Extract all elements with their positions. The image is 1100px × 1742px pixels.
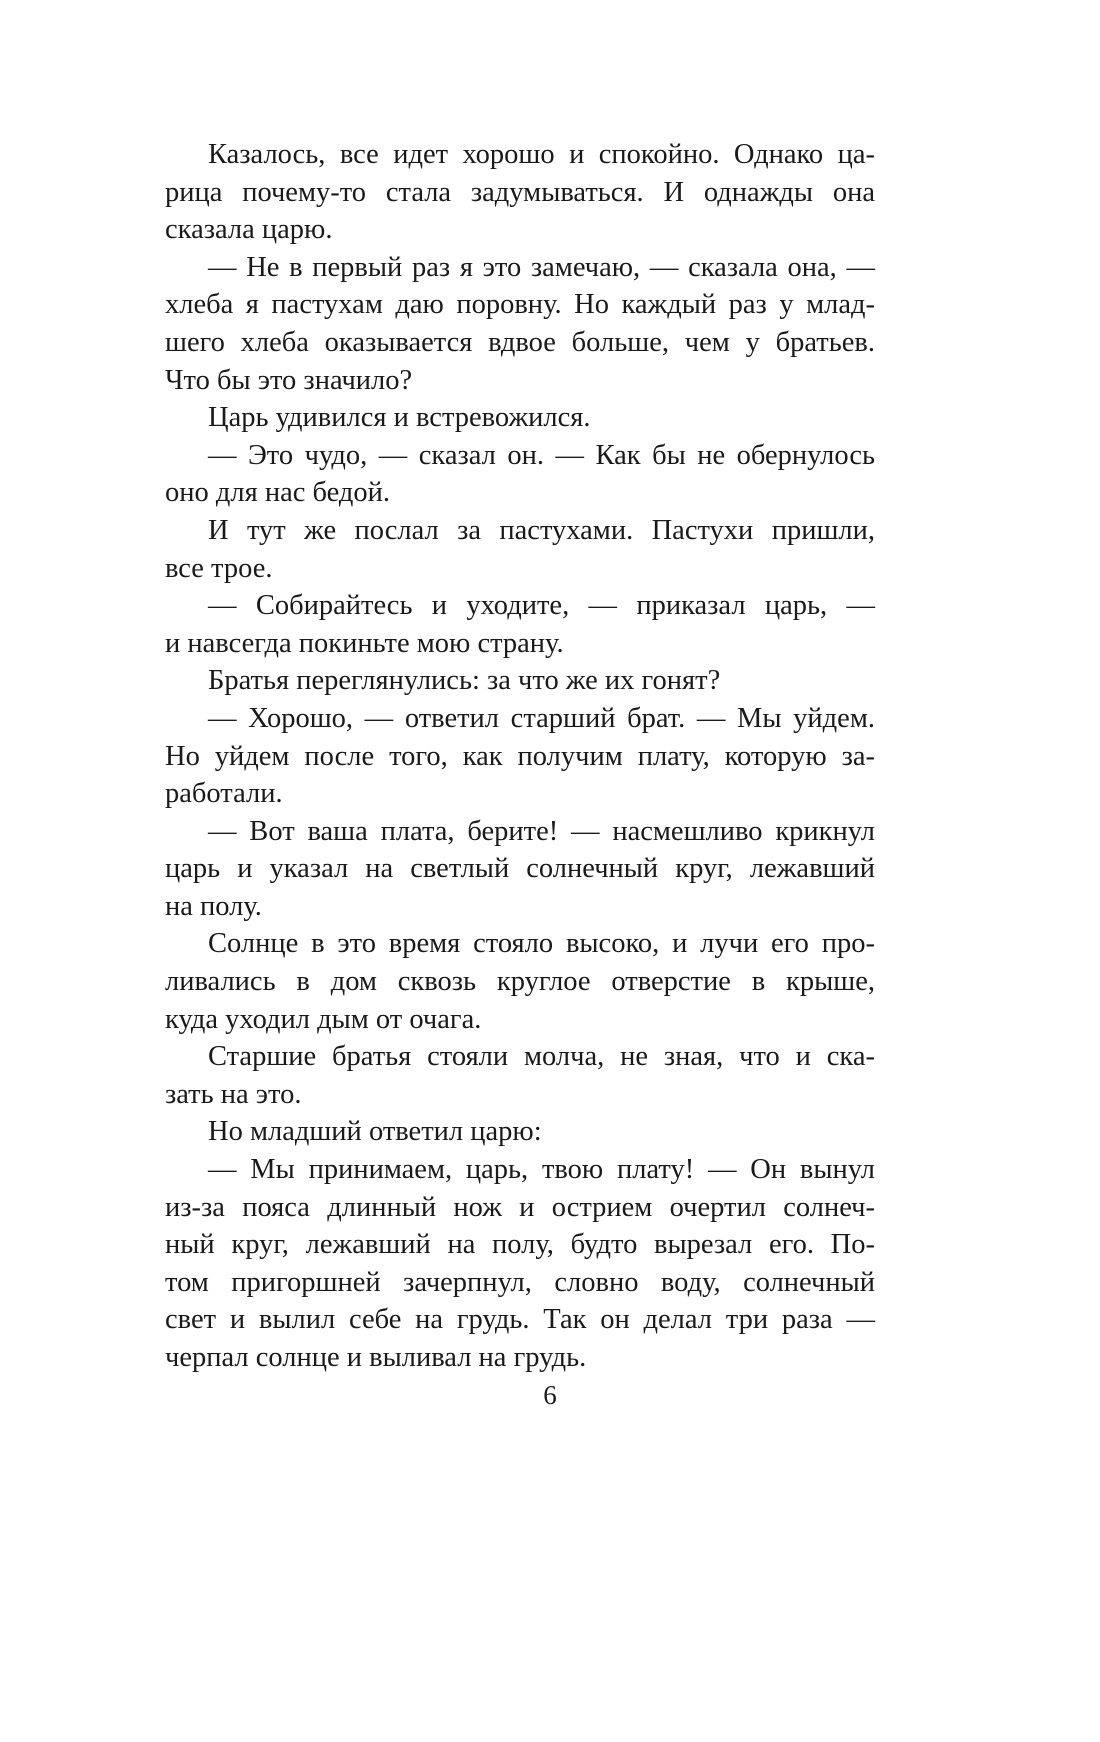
- text-line: хлеба я пастухам даю поровну. Но каждый раз у млад-: [165, 289, 875, 321]
- text-line: — Собирайтесь и уходите, — приказал царь, —: [208, 590, 875, 622]
- body-text: [165, 136, 875, 1377]
- text-line: зать на это.: [165, 1078, 302, 1110]
- text-line: на полу.: [165, 890, 262, 922]
- text-line: том пригоршней зачерпнул, словно воду, солнечный: [165, 1266, 875, 1298]
- text-line: Казалось, все идет хорошо и спокойно. Однако ца-: [208, 139, 875, 170]
- text-line: — Хорошо, — ответил старший брат. — Мы уйдем.: [208, 702, 875, 734]
- text-line: сказала царю.: [165, 214, 333, 246]
- text-line: и навсегда покиньте мою страну.: [165, 627, 564, 659]
- text-line: Что бы это значило?: [165, 364, 413, 396]
- text-line: Солнце в это время стояло высоко, и лучи его про-: [208, 928, 875, 960]
- text-line: из-за пояса длинный нож и острием очертил солнеч-: [165, 1191, 875, 1223]
- text-line: Старшие братья стояли молча, не зная, что и ска-: [208, 1041, 875, 1073]
- text-line: свет и вылил себе на грудь. Так он делал три раза —: [165, 1304, 875, 1336]
- page-number: 6: [543, 1380, 557, 1410]
- text-line: Братья переглянулись: за что же их гонят?: [208, 665, 721, 697]
- text-line: все трое.: [165, 552, 273, 584]
- text-line: — Вот ваша плата, берите! — насмешливо крикнул: [208, 815, 875, 847]
- text-line: — Не в первый раз я это замечаю, — сказала она, —: [208, 251, 875, 283]
- text-line: — Это чудо, — сказал он. — Как бы не обернулось: [208, 439, 875, 471]
- text-line: ливались в дом сквозь круглое отверстие в крыше,: [165, 966, 875, 998]
- text-line: ный круг, лежавший на полу, будто вырезал его. По-: [165, 1229, 875, 1261]
- text-line: — Мы принимаем, царь, твою плату! — Он вынул: [208, 1154, 875, 1186]
- text-line: оно для нас бедой.: [165, 477, 391, 509]
- text-line: шего хлеба оказывается вдвое больше, чем у братьев.: [165, 326, 875, 358]
- text-line: Но младший ответил царю:: [208, 1116, 542, 1148]
- text-line: И тут же послал за пастухами. Пастухи пришли,: [208, 514, 875, 546]
- text-line: рица почему-то стала задумываться. И однажды она: [165, 176, 875, 208]
- text-line: куда уходил дым от очага.: [165, 1003, 482, 1035]
- text-line: царь и указал на светлый солнечный круг, лежавший: [165, 853, 875, 885]
- text-line: Но уйдем после того, как получим плату, которую за-: [165, 740, 875, 772]
- text-line: работали.: [165, 778, 283, 810]
- text-line: Царь удивился и встревожился.: [208, 402, 591, 434]
- text-line: черпал солнце и выливал на грудь.: [165, 1342, 587, 1373]
